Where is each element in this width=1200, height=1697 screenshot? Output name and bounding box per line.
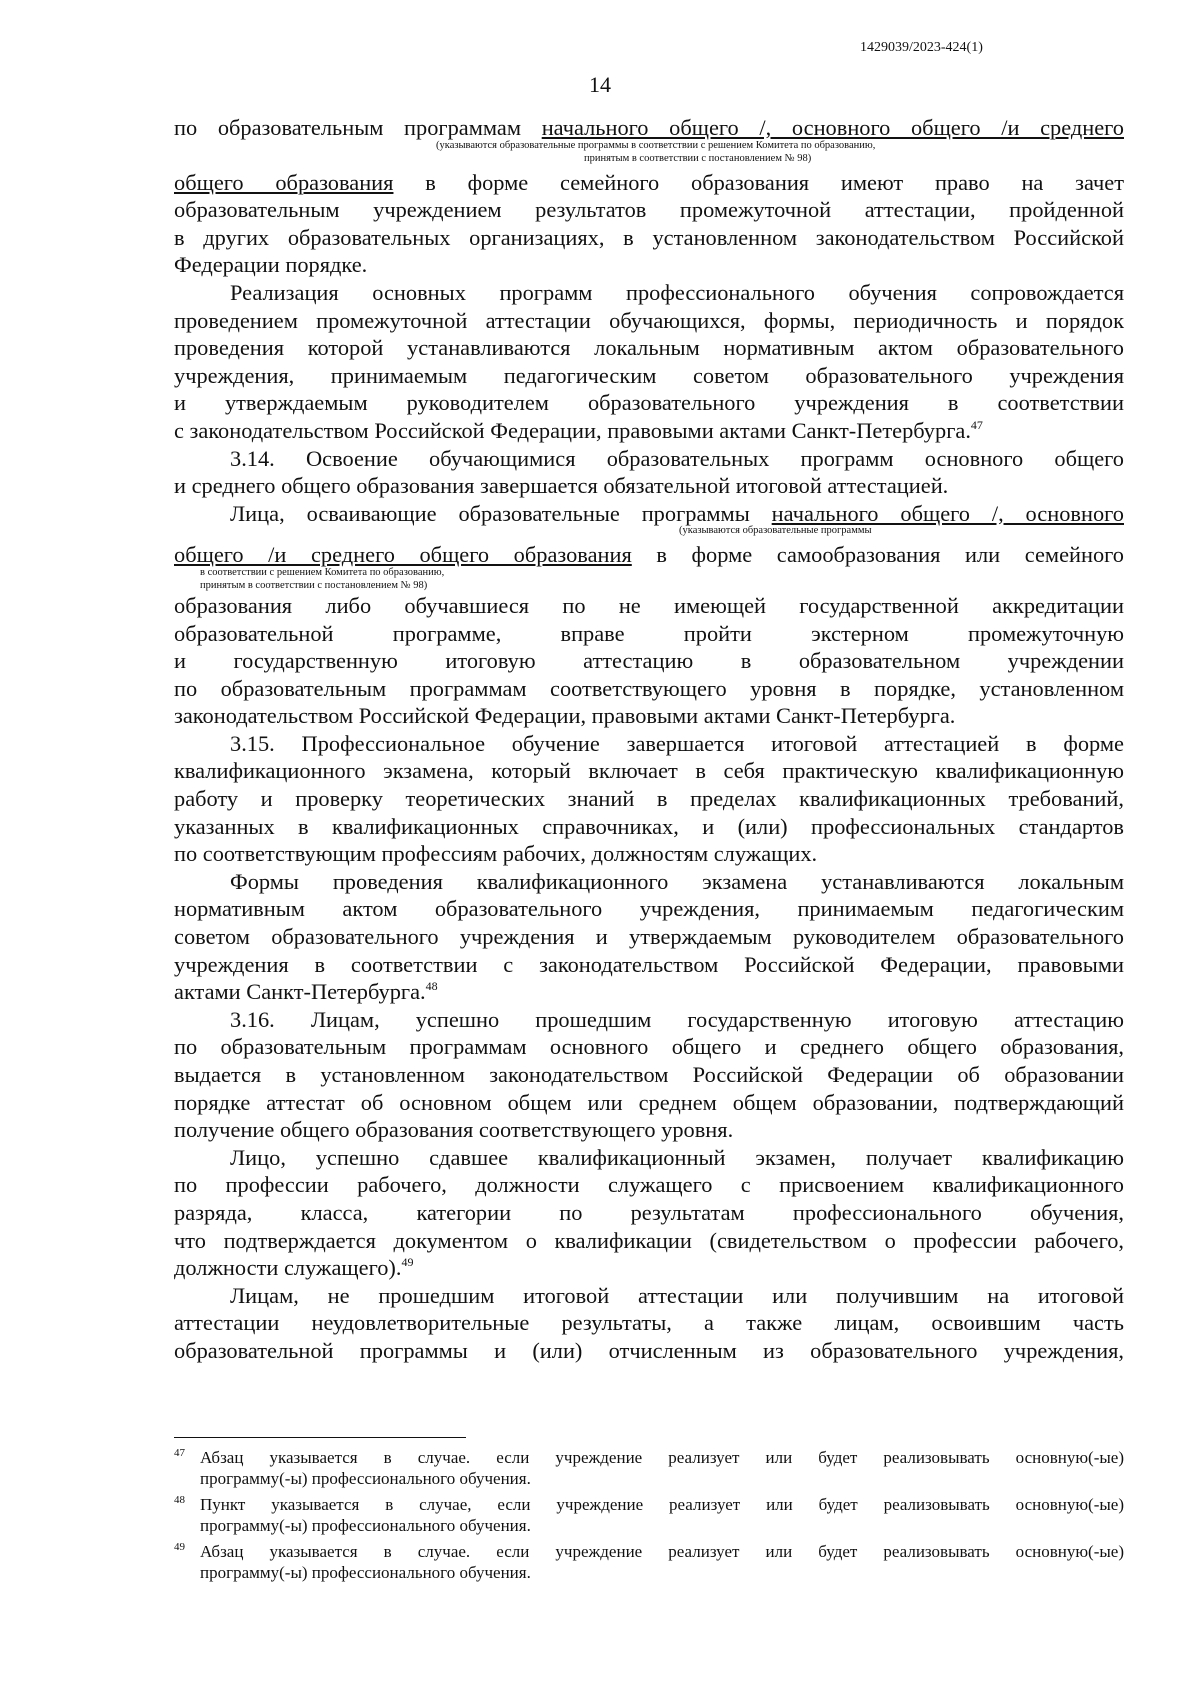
document-body — [174, 114, 1124, 1365]
paragraph: Реализация основных программ профессионального обучения сопровождается проведением промежуточной аттестации обучающихся, формы, периодичность и порядок проведения которой устанавливаются локальным нормативным актом образовательного учреждения, принимаемым педагогическим советом образовательного учреждения и утверждаемым руководителем образовательного учреждения в соответствии с законодательством Российской Федерации, правовыми актами Санкт-Петербурга.$^{47}$ — [174, 279, 1124, 443]
explanatory-note: (указываются образовательные программы в соответствии с решением Комитета по образованию, принятым в соответствии с постановлением № 98) — [436, 139, 876, 164]
footnote-number: 49 — [174, 1541, 185, 1553]
paragraph: Лицо, успешно сдавшее квалификационный экзамен, получает квалификацию по профессии рабочего, должности служащего с присвоением квалификационного разряда, класса, категории по результатам профессионального обучения, что подтверждается документом о квалификации (свидетельством о профессии рабочего, должности служащего).$^{49}$ — [174, 1144, 1124, 1281]
footnote-ref: 48 — [425, 979, 438, 994]
footnote-divider — [174, 1437, 466, 1438]
text-line: Федерации порядке. — [174, 252, 368, 278]
text-line: в других образовательных организациях, в установленном законодательством Российской — [174, 224, 1124, 250]
text-line: общего образования в форме семейного образования имеют право на зачет — [174, 169, 1124, 195]
paragraph: 3.15. Профессиональное обучение завершается итоговой аттестацией в форме квалификационного экзамена, который включает в себя практическую квалификационную работу и проверку теоретических знаний в пределах квалификационных требований, указанных в квалификационных справочниках, и (или) профессиональных стандартов по соответствующим профессиям рабочих, должностям служащих. — [174, 730, 1124, 867]
footnote-number: 47 — [174, 1447, 185, 1459]
footnotes — [174, 1448, 1124, 1589]
footnote-number: 48 — [174, 1494, 185, 1506]
footnote: 49 Абзац указывается в случае. если учреждение реализует или будет реализовывать основную(-ые) программу(-ы) профессионального обучения. — [174, 1542, 1124, 1583]
explanatory-note: в соответствии с решением Комитета по образованию, принятым в соответствии с постановлением № 98) — [200, 566, 445, 591]
footnote: 48 Пункт указывается в случае, если учреждение реализует или будет реализовывать основную(-ые) программу(-ы) профессионального обучения. — [174, 1495, 1124, 1536]
paragraph: Лицам, не прошедшим итоговой аттестации или получившим на итоговой аттестации неудовлетворительные результаты, а также лицам, освоившим часть образовательной программы и (или) отчисленным из образовательного учреждения, — [174, 1282, 1124, 1363]
text-line: по образовательным программам начального общего /, основного общего /и среднего — [174, 115, 1124, 140]
paragraph: Формы проведения квалификационного экзамена устанавливаются локальным нормативным актом образовательного учреждения, принимаемым педагогическим советом образовательного учреждения и утверждаемым руководителем образовательного учреждения в соответствии с законодательством Российской Федерации, правовыми актами Санкт-Петербурга.$^{48}$ — [174, 868, 1124, 1005]
paragraph: 3.14. Освоение обучающимися образовательных программ основного общего и среднего общего образования завершается обязательной итоговой аттестацией. — [174, 445, 1124, 499]
page-number: 14 — [589, 72, 611, 97]
text-line: образовательным учреждением результатов промежуточной аттестации, пройденной — [174, 197, 1124, 223]
document-id: 1429039/2023-424(1) — [860, 40, 983, 55]
explanatory-note: (указываются образовательные программы — [679, 525, 872, 537]
footnote-ref: 49 — [401, 1255, 414, 1270]
underlined-programs: начального общего /, основного общего /и среднего — [541, 115, 1124, 140]
paragraph: 3.16. Лицам, успешно прошедшим государственную итоговую аттестацию по образовательным программам основного общего и среднего общего образования, выдается в установленном законодательством Российской Федерации об образовании порядке аттестат об основном общем или среднем общем образовании, подтверждающий получение общего образования соответствующего уровня. — [174, 1006, 1124, 1143]
paragraph: Лица, осваивающие образовательные программы начального общего /, основного (указываются образовательные программы общего /и среднего общего образования в форме самообразования или семейного в соответствии с решением Комитета по образованию, принятым в соответствии с постановлением № 98) образования либо обучавшиеся по не имеющей государственной аккредитации образовательной программе, вправе пройти экстерном промежуточную и государственную итоговую аттестацию в образовательном учреждении по образовательным программам соответствующего уровня в порядке, установленном законодательством Российской Федерации, правовыми актами Санкт-Петербурга. — [174, 500, 1124, 729]
footnote: 47 Абзац указывается в случае. если учреждение реализует или будет реализовывать основную(-ые) программу(-ы) профессионального обучения. — [174, 1448, 1124, 1489]
footnote-ref: 47 — [970, 417, 983, 432]
